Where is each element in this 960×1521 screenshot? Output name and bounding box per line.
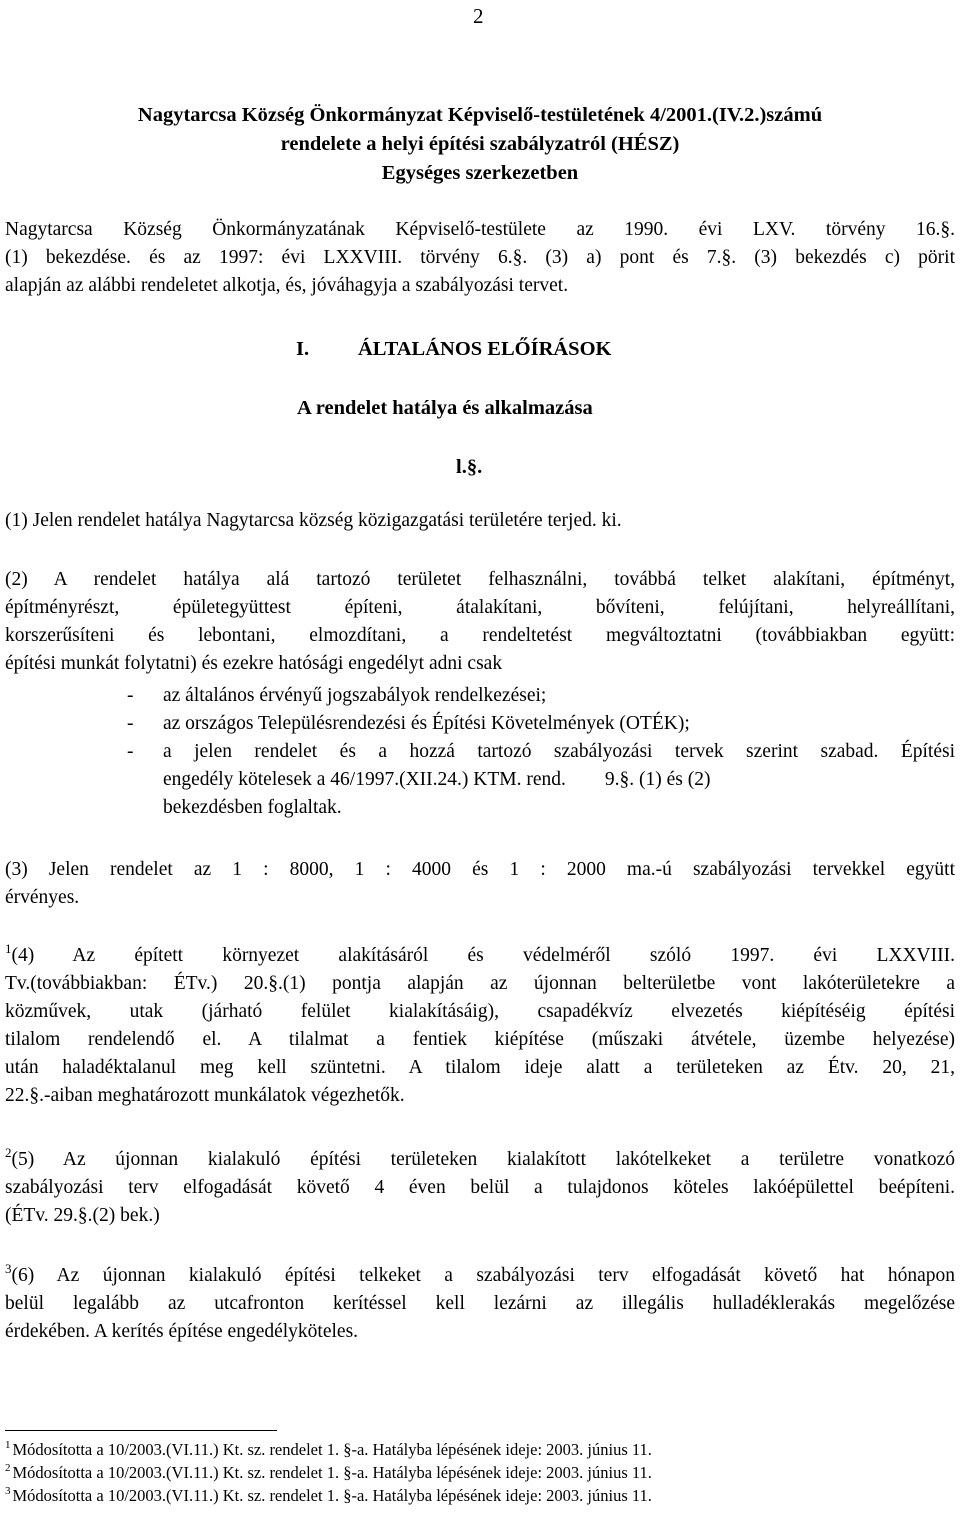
paragraph-4: [5, 942, 955, 1110]
paragraph-2-line: építményrészt, épületegyüttest építeni, átalakítani, bővíteni, felújítani, helyreállítani,: [5, 597, 955, 618]
list-item-text: a jelen rendelet és a hozzá tartozó szabályozási tervek szerint szabad. Építési: [163, 741, 955, 762]
paragraph-sign: l.§.: [456, 456, 483, 478]
title-line-3: Egységes szerkezetben: [381, 162, 579, 184]
list-item: [127, 738, 955, 822]
paragraph-6-line: [5, 1262, 955, 1290]
footnote-ref-3[interactable]: 3: [5, 1261, 12, 1276]
paragraph-2-line: (2) A rendelet hatálya alá tartozó területet felhasználni, továbbá telket alakítani, építményt,: [5, 569, 955, 590]
paragraph-4-line: 22.§.-aiban meghatározott munkálatok végezhetők.: [5, 1085, 405, 1106]
paragraph-6-line: belül legalább az utcafronton kerítéssel kell lezárni az illegális hulladéklerakás megelőzése: [5, 1293, 955, 1314]
paragraph-3: [5, 856, 955, 912]
section-subtitle: A rendelet hatálya és alkalmazása: [297, 397, 593, 419]
paragraph-5-line-text: (5) Az újonnan kialakuló építési területeken kialakított lakótelkeket a területre vonatkozó: [11, 1149, 955, 1170]
paragraph-1: [5, 507, 955, 535]
footnote-text: Módosította a 10/2003.(VI.11.) Kt. sz. rendelet 1. §-a. Hatályba lépésének ideje: 2003. június 11.: [12, 1486, 652, 1505]
paragraph-5-line: szabályozási terv elfogadását követő 4 éven belül a tulajdonos köteles lakóépülettel beépíteni.: [5, 1177, 955, 1198]
paragraph-3-line: érvényes.: [5, 887, 80, 908]
document-title: [0, 101, 960, 188]
list-item-text: engedély kötelesek a 46/1997.(XII.24.) KTM. rend. 9.§. (1) és (2): [163, 769, 711, 790]
paragraph-4-line: közművek, utak (járható felület kialakításáig), csapadékvíz elvezetés kiépítéséig építési: [5, 1001, 955, 1022]
preamble-line-2: (1) bekezdése. és az 1997: évi LXXVIII. törvény 6.§. (3) a) pont és 7.§. (3) bekezdés c) pörit: [5, 247, 955, 268]
footnote-number: 2: [5, 1462, 11, 1474]
section-number: I.: [296, 338, 310, 360]
preamble: [5, 216, 955, 300]
footnotes: [5, 1438, 652, 1507]
title-line-1: Nagytarcsa Község Önkormányzat Képviselő-testületének 4/2001.(IV.2.)számú: [137, 104, 823, 126]
paragraph-2-line: építési munkát folytatni) és ezekre hatósági engedélyt adni csak: [5, 653, 503, 674]
paragraph-6-line-text: (6) Az újonnan kialakuló építési telkeket a szabályozási terv elfogadását követő hat hónapon: [11, 1265, 955, 1286]
footnote-text: Módosította a 10/2003.(VI.11.) Kt. sz. rendelet 1. §-a. Hatályba lépésének ideje: 2003. június 11.: [12, 1463, 652, 1482]
page-number: 2: [473, 4, 484, 28]
footnote: [5, 1461, 652, 1484]
paragraph-1-text: (1) Jelen rendelet hatálya Nagytarcsa község közigazgatási területére terjed. ki.: [5, 510, 622, 531]
paragraph-5: [5, 1146, 955, 1230]
list-item-text: az általános érvényű jogszabályok rendelkezései;: [163, 685, 547, 706]
paragraph-2-line: korszerűsíteni és lebontani, elmozdítani, a rendeltetést megváltoztatni (továbbiakban együtt:: [5, 625, 955, 646]
list-dash: -: [127, 741, 134, 762]
list-item-text: bekezdésben foglaltak.: [163, 797, 342, 818]
list-dash: -: [127, 685, 134, 706]
paragraph-5-line: (ÉTv. 29.§.(2) bek.): [5, 1205, 160, 1226]
footnote-ref-1[interactable]: 1: [5, 941, 12, 956]
conditions-list: [127, 682, 955, 822]
list-item-text: az országos Településrendezési és Építési Követelmények (OTÉK);: [163, 713, 690, 734]
paragraph-6: [5, 1262, 955, 1346]
section-heading: [296, 335, 611, 363]
paragraph-4-line-text: (4) Az épített környezet alakításáról és védelméről szóló 1997. évi LXXVIII.: [11, 945, 955, 966]
list-item: [127, 682, 955, 710]
paragraph-4-line: után haladéktalanul meg kell szüntetni. A tilalom ideje alatt a területeken az Étv. 20, 21,: [5, 1057, 955, 1078]
footnote-ref-2[interactable]: 2: [5, 1145, 12, 1160]
paragraph-5-line: [5, 1146, 955, 1174]
footnote-separator: [5, 1430, 277, 1431]
title-line-2: rendelete a helyi építési szabályzatról (HÉSZ): [280, 133, 680, 155]
list-item: [127, 710, 955, 738]
footnote-text: Módosította a 10/2003.(VI.11.) Kt. sz. rendelet 1. §-a. Hatályba lépésének ideje: 2003. június 11.: [12, 1440, 652, 1459]
list-dash: -: [127, 713, 134, 734]
footnote: [5, 1484, 652, 1507]
footnote-number: 3: [5, 1485, 11, 1497]
paragraph-4-line: [5, 942, 955, 970]
paragraph-2: [5, 566, 955, 678]
paragraph-4-line: Tv.(továbbiakban: ÉTv.) 20.§.(1) pontja alapján az újonnan belterületbe vont lakóterületekre a: [5, 973, 955, 994]
paragraph-6-line: érdekében. A kerítés építése engedélyköteles.: [5, 1321, 359, 1342]
paragraph-4-line: tilalom rendelendő el. A tilalmat a fentiek kiépítése (műszaki átvétele, üzembe helyezése): [5, 1029, 955, 1050]
section-title: ÁLTALÁNOS ELŐÍRÁSOK: [358, 338, 612, 360]
preamble-line-3: alapján az alábbi rendeletet alkotja, és, jóváhagyja a szabályozási tervet.: [5, 275, 569, 296]
footnote: [5, 1438, 652, 1461]
paragraph-3-line: (3) Jelen rendelet az 1 : 8000, 1 : 4000 és 1 : 2000 ma.-ú szabályozási tervekkel együtt: [5, 859, 955, 880]
preamble-line-1: Nagytarcsa Község Önkormányzatának Képviselő-testülete az 1990. évi LXV. törvény 16.§.: [5, 219, 955, 240]
footnote-number: 1: [5, 1439, 11, 1451]
